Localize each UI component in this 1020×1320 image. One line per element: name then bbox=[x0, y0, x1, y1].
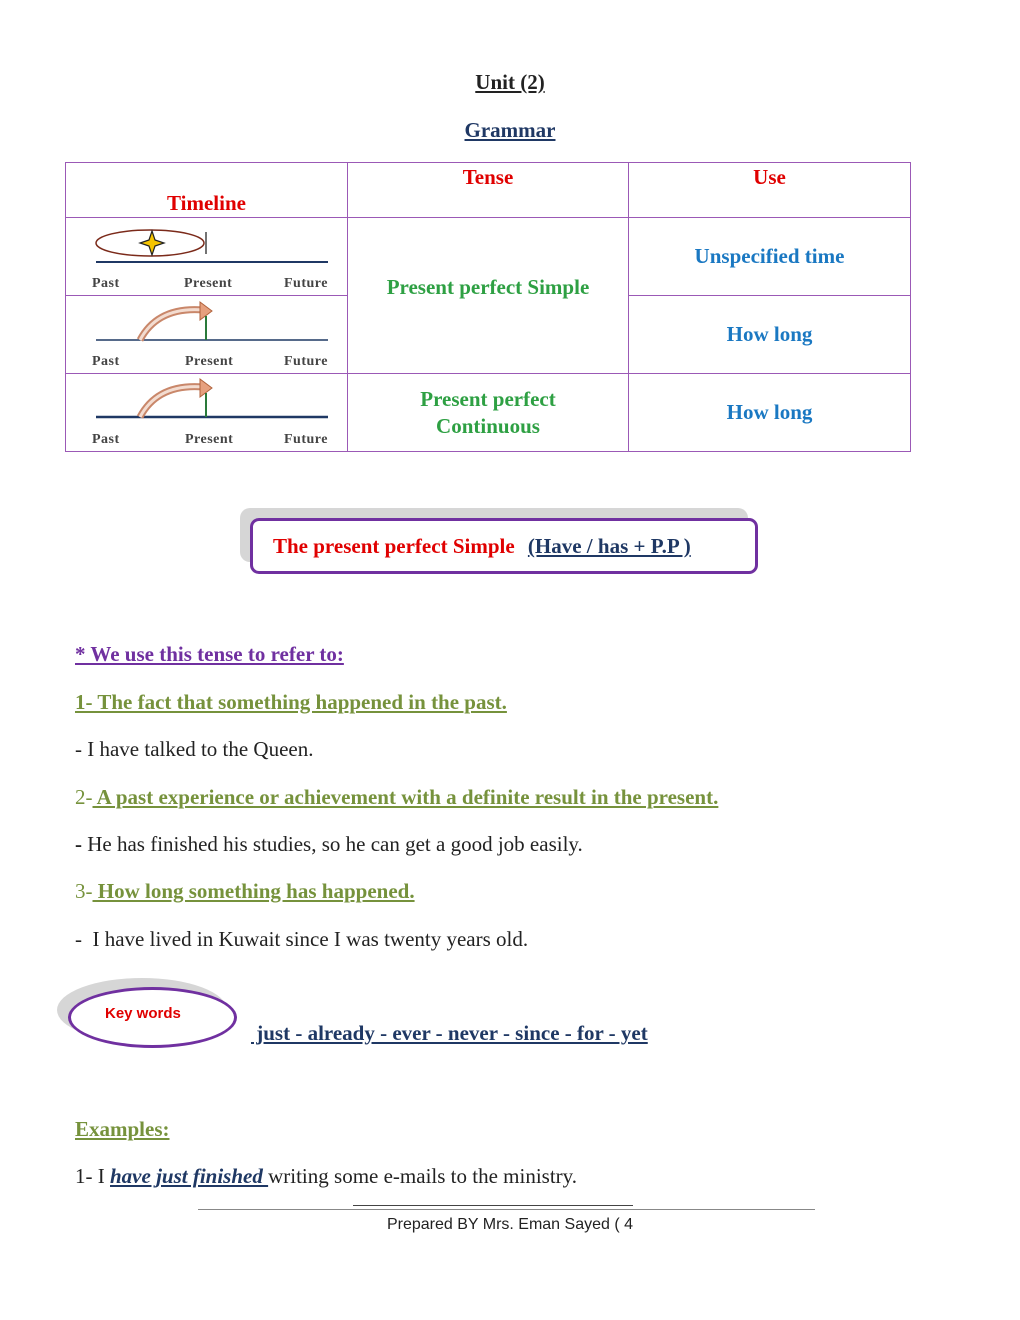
timeline-header: Timeline bbox=[167, 191, 246, 215]
example-1-rest: writing some e-mails to the ministry. bbox=[268, 1164, 578, 1188]
future-label: Future bbox=[284, 354, 328, 369]
use-cell-1 bbox=[629, 218, 911, 296]
example-1-verb: have just finished bbox=[110, 1164, 269, 1188]
past-label: Past bbox=[92, 276, 120, 291]
examples-title: Examples: bbox=[75, 1117, 170, 1141]
tense-cell-simple bbox=[348, 218, 629, 374]
timeline-cell-2 bbox=[66, 296, 348, 374]
use-header: Use bbox=[753, 165, 786, 189]
use-cell-2 bbox=[629, 296, 911, 374]
keywords-label: Key words bbox=[105, 1005, 181, 1022]
future-label: Future bbox=[284, 432, 328, 447]
use-1-example: - I have talked to the Queen. bbox=[75, 737, 314, 761]
footer-divider-short bbox=[353, 1205, 633, 1206]
keywords-list: just - already - ever - never - since - for - yet bbox=[251, 1021, 648, 1045]
use-2-example: He has finished his studies, so he can get a good job easily. bbox=[82, 832, 583, 856]
use-2-title: A past experience or achievement with a definite result in the present. bbox=[92, 785, 719, 809]
tense-box-formula: (Have / has + P.P ) bbox=[527, 534, 691, 558]
tense-present-perfect-simple: Present perfect Simple bbox=[386, 275, 590, 299]
use-2-line bbox=[75, 785, 718, 810]
past-label: Past bbox=[92, 354, 120, 369]
grammar-subtitle: Grammar bbox=[464, 118, 556, 142]
tense-continuous-line2: Continuous bbox=[436, 413, 540, 438]
tense-box-name: The present perfect Simple bbox=[273, 534, 515, 558]
tense-header-cell bbox=[348, 163, 629, 218]
timeline-cell-3 bbox=[66, 374, 348, 452]
tense-cell-continuous bbox=[348, 374, 629, 452]
tense-header: Tense bbox=[462, 165, 514, 189]
use-how-long: How long bbox=[726, 322, 813, 346]
example-1-prefix: 1- I bbox=[75, 1164, 110, 1188]
use-unspecified-time: Unspecified time bbox=[694, 244, 845, 268]
table-row bbox=[66, 218, 911, 296]
use-3-example: - I have lived in Kuwait since I was twenty years old. bbox=[75, 927, 529, 951]
use-3-title: How long something has happened. bbox=[92, 879, 415, 903]
use-header-cell bbox=[629, 163, 911, 218]
unit-title: Unit (2) bbox=[475, 70, 545, 94]
table-row bbox=[66, 374, 911, 452]
tense-continuous-line1: Present perfect bbox=[420, 386, 556, 411]
timeline-header-cell bbox=[66, 163, 348, 218]
uses-intro: * We use this tense to refer to: bbox=[75, 642, 344, 666]
tense-table bbox=[65, 162, 911, 452]
use-2-example-line bbox=[75, 832, 583, 857]
use-3-line bbox=[75, 879, 415, 904]
tense-box bbox=[250, 518, 758, 574]
table-header-row bbox=[66, 163, 911, 218]
use-3-number: 3- bbox=[75, 879, 93, 903]
footer-text: Prepared BY Mrs. Eman Sayed ( 4 bbox=[386, 1216, 634, 1233]
use-1-title: 1- The fact that something happened in the past. bbox=[75, 690, 507, 714]
use-how-long-continuous: How long bbox=[726, 400, 813, 424]
future-label: Future bbox=[284, 276, 328, 291]
example-1 bbox=[75, 1164, 577, 1189]
present-label: Present bbox=[185, 432, 234, 447]
use-cell-3 bbox=[629, 374, 911, 452]
timeline-cell-1 bbox=[66, 218, 348, 296]
past-label: Past bbox=[92, 432, 120, 447]
footer-divider bbox=[198, 1209, 815, 1210]
use-2-number: 2- bbox=[75, 785, 93, 809]
keywords-badge bbox=[68, 987, 237, 1048]
present-label: Present bbox=[184, 276, 233, 291]
use-2-dash: - bbox=[75, 832, 82, 856]
present-label: Present bbox=[185, 354, 234, 369]
